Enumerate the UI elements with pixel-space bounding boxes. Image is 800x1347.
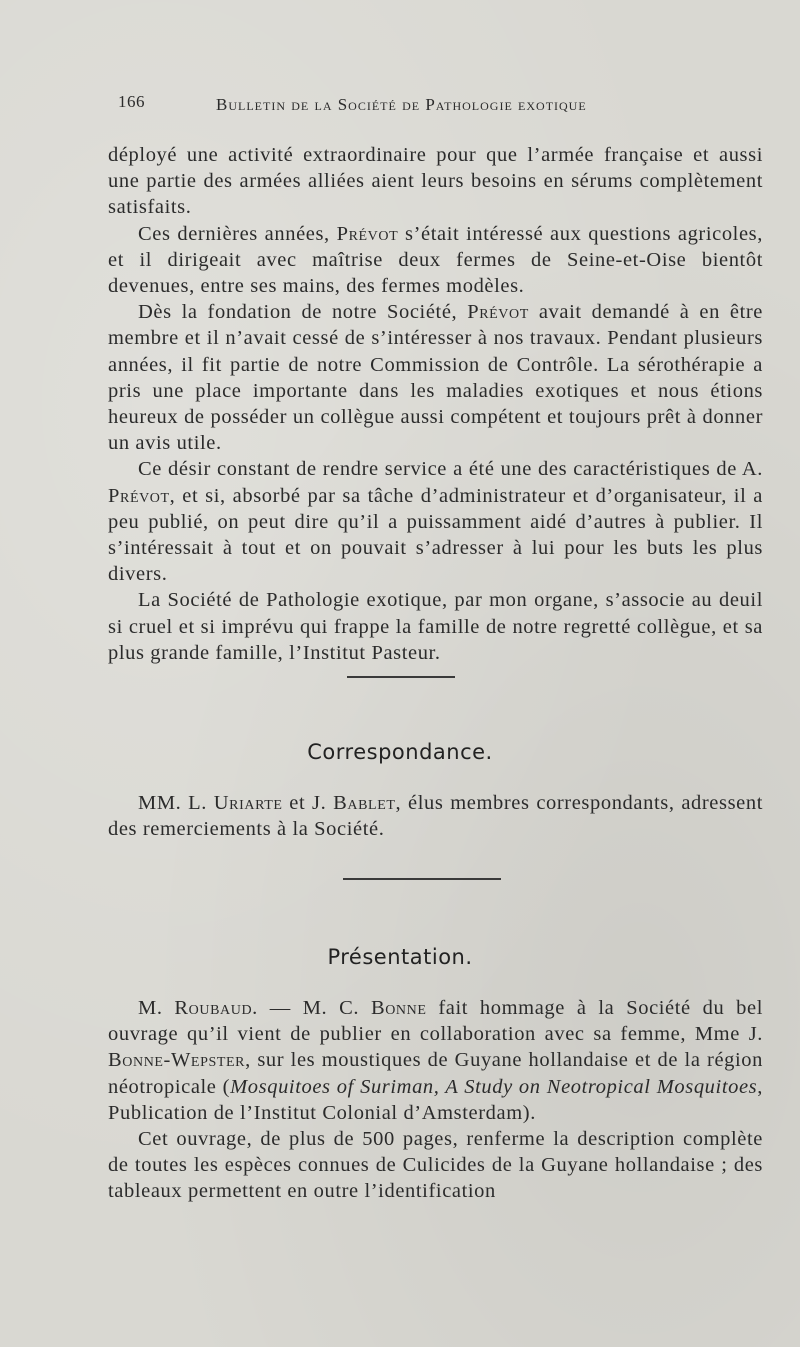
person-name-bonne: Bonne [370,997,427,1019]
presentation-text-e: , Publication de l’Institut Colonial d’Amsterdam). [108,1075,763,1124]
intro-paragraph-4 [108,456,763,587]
intro-section [108,142,763,666]
intro-p2-text-a: Ces dernières années, [138,222,337,245]
correspondance-text-b: et J. [282,792,334,814]
person-name-prevot: Prévot [467,301,529,324]
intro-p3-text-a: Dès la fondation de notre Société, [138,301,468,324]
correspondance-heading: Correspondance. [307,740,493,764]
person-name-prevot: Prévot [336,222,399,245]
presentation-paragraph-1 [108,995,763,1126]
correspondance-paragraph [108,790,763,842]
intro-p4-text-b: , et si, absorbé par sa tâche d’administrateur et d’organisateur, il a peu publié, on peut dire qu’il a puissamment aidé d’autres à publier. Il s’intéressait à tout et on pouvait s’adresser à lui pour les buts les plus divers. [108,484,763,586]
intro-paragraph-2 [108,221,763,300]
correspondance-text-a: MM. L. [138,792,214,814]
page-number: 166 [118,92,145,111]
section-divider [343,878,501,880]
person-name-uriarte: Uriarte [213,792,283,814]
presentation-heading: Présentation. [327,945,473,969]
person-name-bablet: Bablet [333,792,396,814]
intro-p3-text-b: avait demandé à en être membre et il n’avait cessé de s’intéresser à nos travaux. Pendant plusieurs années, il fit partie de notre Commission de Contrôle. La sérothérapie a pris une place importante dans les maladies exotiques et nous étions heureux de posséder un collègue aussi compétent et toujours prêt à donner un avis utile. [108,301,763,455]
person-name-bonne-wepster: Bonne-Wepster [108,1049,246,1072]
running-title: Bulletin de la Société de Pathologie exotique [216,95,587,114]
page-header [118,90,678,120]
presentation-text-b: . — M. C. [252,997,371,1019]
intro-p2-text-b: s’était intéressé aux questions agricoles, et il dirigeait avec maîtrise deux fermes de Seine-et-Oise bientôt devenues, entre ses mains, des fermes modèles. [108,222,763,298]
section-divider [347,676,455,678]
correspondance-section [108,790,763,842]
person-name-roubaud: Roubaud [174,997,253,1019]
presentation-text-d: , sur les moustiques de Guyane hollandaise et de la région néotropicale ( [108,1049,763,1098]
presentation-paragraph-2: Cet ouvrage, de plus de 500 pages, renferme la description complète de toutes les espèces connues de Culicides de la Guyane hollandaise ; des tableaux permettent en outre l’identification [108,1128,763,1203]
correspondance-text-c: , élus membres correspondants, adressent des remerciements à la Société. [108,792,763,841]
intro-p4-text-a: Ce désir constant de rendre service a été une des caractéristiques de A. [138,458,763,481]
intro-paragraph-3 [108,299,763,456]
intro-paragraph-5: La Société de Pathologie exotique, par mon organe, s’associe au deuil si cruel et si imprévu qui frappe la famille de notre regretté collègue, et sa plus grande famille, l’Institut Pasteur. [108,589,763,664]
presentation-text-a: M. [138,997,175,1019]
presentation-section [108,995,763,1205]
presentation-text-c: fait hommage à la Société du bel ouvrage qu’il vient de publier en collaboration avec sa femme, Mme J. [108,997,763,1046]
intro-paragraph-1: déployé une activité extraordinaire pour que l’armée française et aussi une partie des armées alliées aient leurs besoins en sérums complètement satisfaits. [108,144,763,219]
book-title: Mosquitoes of Suriman, A Study on Neotropical Mosquitoes [230,1075,758,1098]
person-name-prevot: Prévot [108,484,170,507]
